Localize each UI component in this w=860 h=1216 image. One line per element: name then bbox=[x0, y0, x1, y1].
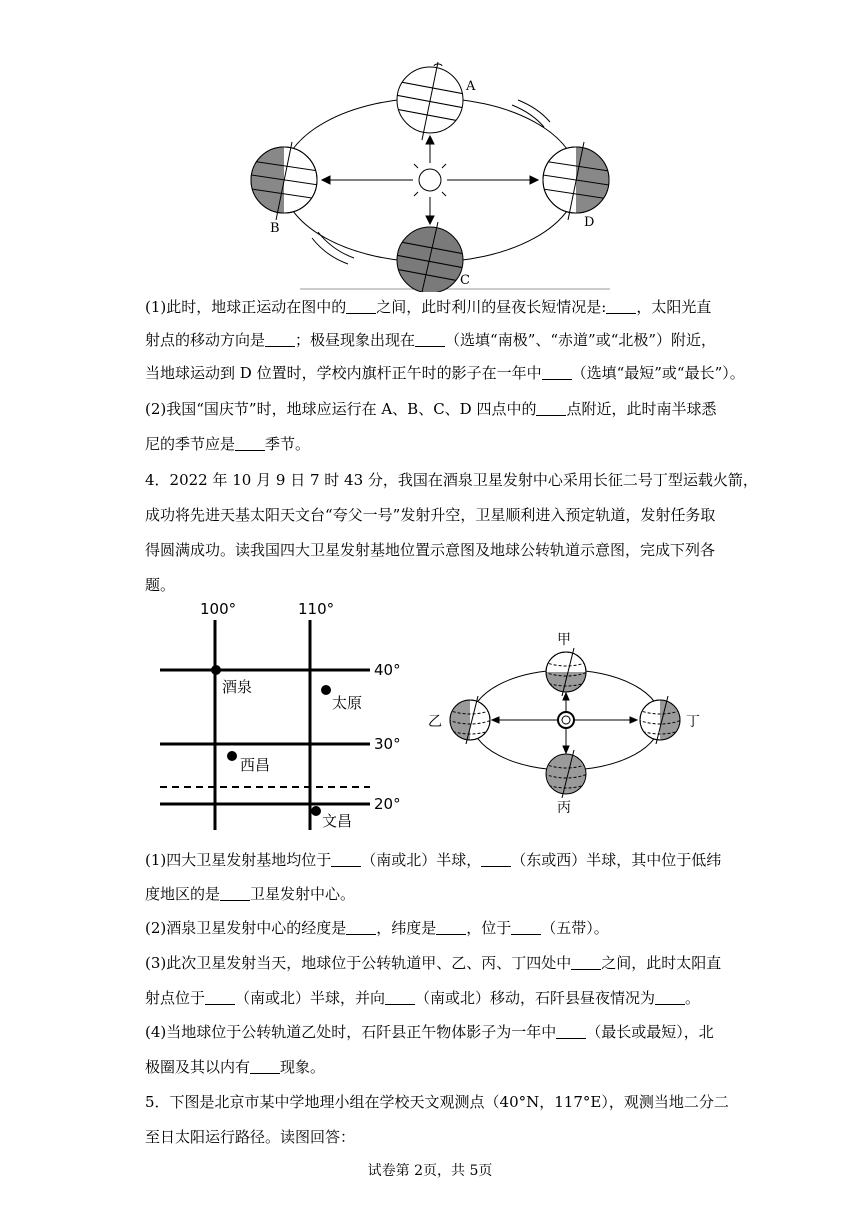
q4-s4-line-2: 极圈及其以内有 现象。 bbox=[145, 1058, 326, 1076]
site-jiuquan-label: 酒泉 bbox=[222, 678, 253, 696]
earth-ding-icon bbox=[638, 696, 682, 744]
label-b: B bbox=[270, 221, 280, 236]
label-d: D bbox=[584, 215, 595, 230]
q4-s4-line-1: (4)当地球位于公转轨道乙处时，石阡县正午物体影子为一年中 （最长或最短），北 bbox=[145, 1023, 714, 1041]
q3-line-3: 当地球运动到 D 位置时，学校内旗杆正午时的影子在一年中 （选填“最短”或“最长”）。 bbox=[145, 364, 745, 382]
site-xichang-marker bbox=[227, 751, 237, 761]
site-wenchang-label: 文昌 bbox=[322, 812, 353, 830]
earth-orbit-diagram-2 bbox=[420, 626, 710, 816]
orbit-jia-label: 甲 bbox=[557, 632, 571, 648]
lon-100-label: 100° bbox=[200, 600, 237, 618]
q3-line-4: (2)我国“国庆节”时，地球应运行在 A、B、C、D 四点中的 点附近，此时南半球悉 bbox=[145, 400, 717, 418]
earth-d-icon bbox=[536, 142, 616, 220]
orbit-bing-label: 丙 bbox=[557, 800, 571, 816]
q4-intro-3: 得圆满成功。读我国四大卫星发射基地位置示意图及地球公转轨道示意图，完成下列各 bbox=[145, 541, 716, 559]
q3-line-2: 射点的移动方向是 ；极昼现象出现在 （选填“南极”、“赤道”或“北极”）附近， bbox=[145, 331, 717, 349]
q4-s3-line-1: (3)此次卫星发射当天，地球位于公转轨道甲、乙、丙、丁四处中 之间，此时太阳直 bbox=[145, 954, 722, 972]
sun-icon bbox=[407, 157, 453, 203]
earth-yi-icon bbox=[448, 696, 492, 744]
q4-s3-line-2: 射点位于 （南或北）半球，并向 （南或北）移动，石阡县昼夜情况为 。 bbox=[145, 989, 701, 1007]
q4-s1-line-1: (1)四大卫星发射基地均位于 （南或北）半球， （东或西）半球，其中位于低纬 bbox=[145, 851, 722, 869]
q4-intro-1: 4．2022 年 10 月 9 日 7 时 43 分，我国在酒泉卫星发射中心采用长征二号丁型运载火箭， bbox=[145, 471, 758, 489]
earth-c-icon bbox=[390, 222, 470, 292]
earth-bing-icon bbox=[544, 750, 588, 798]
site-taiyuan-label: 太原 bbox=[332, 694, 363, 712]
q5-line-1: 5．下图是北京市某中学地理小组在学校天文观测点（40°N，117°E），观测当地二分二 bbox=[145, 1093, 729, 1111]
earth-orbit-diagram-1 bbox=[240, 60, 630, 292]
q3-line-5: 尼的季节应是 季节。 bbox=[145, 435, 311, 453]
lat-40-label: 40° bbox=[374, 661, 401, 679]
orbit-yi-label: 乙 bbox=[428, 714, 442, 730]
earth-b-icon bbox=[245, 142, 325, 220]
label-c: C bbox=[460, 273, 470, 288]
q4-s1-line-2: 度地区的是 卫星发射中心。 bbox=[145, 885, 356, 903]
label-a: A bbox=[466, 79, 476, 94]
page-footer: 试卷第 2页，共 5页 bbox=[367, 1163, 493, 1179]
q4-intro-4: 题。 bbox=[145, 576, 176, 594]
lon-110-label: 110° bbox=[298, 600, 335, 618]
earth-a-icon bbox=[390, 62, 470, 140]
lat-20-label: 20° bbox=[374, 795, 401, 813]
lat-30-label: 30° bbox=[374, 735, 401, 753]
site-wenchang-marker bbox=[311, 806, 321, 816]
q4-s2-line: (2)酒泉卫星发射中心的经度是 ，纬度是 ，位于 （五带）。 bbox=[145, 919, 609, 937]
site-xichang-label: 西昌 bbox=[240, 756, 271, 774]
q3-line-1: (1)此时，地球正运动在图中的 之间，此时利川的昼夜长短情况是: ，太阳光直 bbox=[145, 298, 712, 316]
site-jiuquan-marker bbox=[211, 665, 221, 675]
launch-sites-map bbox=[160, 598, 420, 833]
q5-line-2: 至日太阳运行路径。读图回答： bbox=[145, 1128, 356, 1146]
site-taiyuan-marker bbox=[321, 685, 331, 695]
orbit-ding-label: 丁 bbox=[686, 714, 700, 730]
q4-intro-2: 成功将先进天基太阳天文台“夸父一号”发射升空，卫星顺利进入预定轨道，发射任务取 bbox=[145, 506, 716, 524]
earth-jia-icon bbox=[544, 648, 588, 696]
